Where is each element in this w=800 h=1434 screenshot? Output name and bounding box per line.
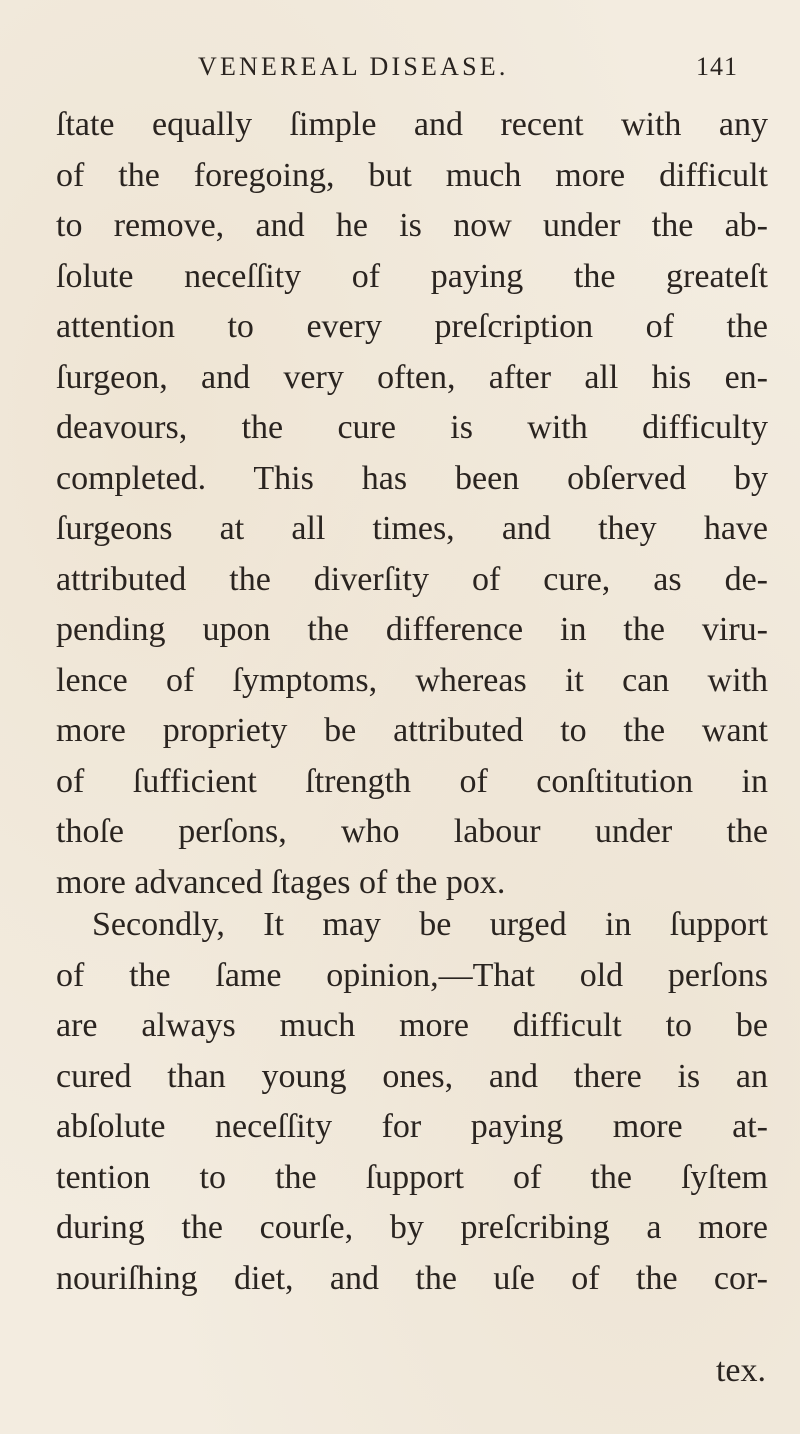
running-title: VENEREAL DISEASE.	[198, 52, 509, 81]
catch-word: tex.	[715, 1352, 766, 1389]
text-line: of the foregoing, but much more difficult	[56, 156, 768, 194]
text-line: thoſe perſons, who labour under the	[56, 813, 768, 850]
text-line: pending upon the difference in the viru-	[56, 611, 768, 648]
paragraph-2	[56, 900, 768, 1304]
text-line: tention to the ſupport of the ſyſtem	[56, 1158, 768, 1196]
text-line: are always much more difficult to be	[56, 1007, 768, 1044]
text-line: abſolute neceſſity for paying more at-	[56, 1108, 768, 1145]
text-line: of ſufficient ſtrength of conſtitution in	[56, 762, 768, 800]
text-line: deavours, the cure is with difficulty	[56, 409, 768, 446]
paragraph-1	[56, 100, 768, 908]
text-line: more advanced ſtages of the pox.	[56, 863, 506, 901]
text-line: ſurgeon, and very often, after all his en-	[56, 358, 768, 396]
running-head	[198, 52, 738, 92]
text-line: attributed the diverſity of cure, as de-	[56, 560, 768, 598]
text-line: Secondly, It may be urged in ſupport	[92, 906, 768, 943]
text-line: completed. This has been obſerved by	[56, 459, 768, 497]
text-line: cured than young ones, and there is an	[56, 1057, 768, 1095]
text-line: nouriſhing diet, and the uſe of the cor-	[56, 1259, 768, 1297]
text-line: ſolute neceſſity of paying the greateſt	[56, 257, 768, 295]
text-line: of the ſame opinion,—That old perſons	[56, 956, 768, 994]
text-line: ſurgeons at all times, and they have	[56, 510, 768, 547]
text-line: attention to every preſcription of the	[56, 308, 768, 345]
text-line: during the courſe, by preſcribing a more	[56, 1209, 768, 1246]
page-number: 141	[696, 52, 738, 81]
text-line: lence of ſymptoms, whereas it can with	[56, 661, 768, 699]
text-line: to remove, and he is now under the ab-	[56, 207, 768, 244]
text-line: ſtate equally ſimple and recent with any	[56, 106, 768, 143]
text-line: more propriety be attributed to the want	[56, 712, 768, 749]
